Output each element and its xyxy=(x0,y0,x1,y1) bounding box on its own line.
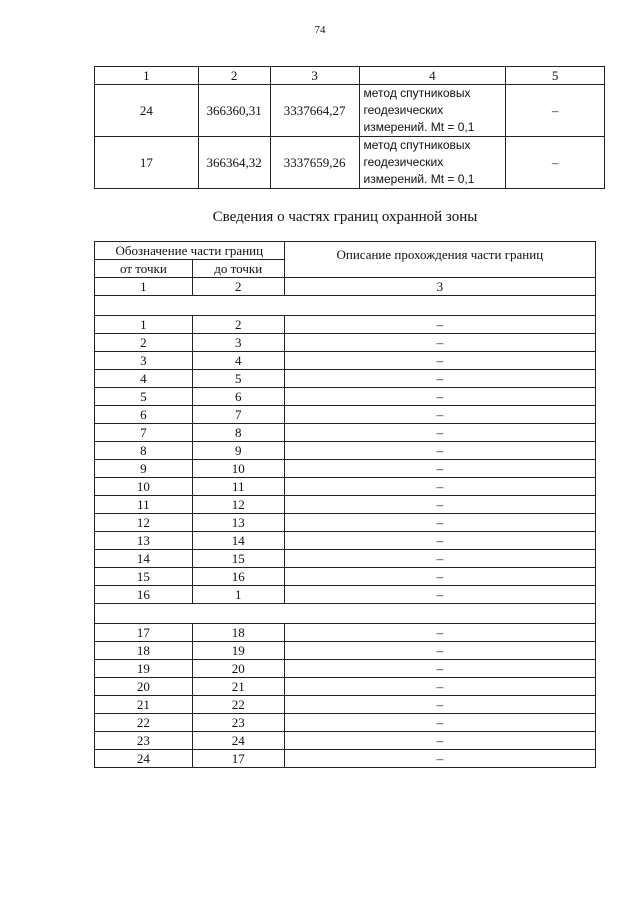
from-point: 10 xyxy=(95,478,193,496)
table-row xyxy=(95,642,596,660)
to-point: 11 xyxy=(192,478,284,496)
from-point: 2 xyxy=(95,334,193,352)
coordinate-x: 366360,31 xyxy=(198,85,270,137)
point-number: 17 xyxy=(95,137,199,189)
section-title: Сведения о частях границ охранной зоны xyxy=(212,209,478,225)
description: – xyxy=(284,388,595,406)
group-separator-row xyxy=(95,604,596,624)
description: – xyxy=(284,624,595,642)
to-point: 1 xyxy=(192,586,284,604)
table-row xyxy=(95,568,596,586)
group-separator-cell xyxy=(95,296,596,316)
method-line: измерений. Mt = 0,1 xyxy=(363,172,475,186)
column-number: 1 xyxy=(95,278,193,296)
to-point: 22 xyxy=(192,696,284,714)
from-point: 4 xyxy=(95,370,193,388)
from-point: 18 xyxy=(95,642,193,660)
table-row xyxy=(95,334,596,352)
table-row xyxy=(95,316,596,334)
to-point: 3 xyxy=(192,334,284,352)
table-row xyxy=(95,460,596,478)
method-description xyxy=(359,85,506,137)
column-number: 1 xyxy=(95,67,199,85)
table-row xyxy=(95,514,596,532)
from-point: 17 xyxy=(95,624,193,642)
description: – xyxy=(284,678,595,696)
from-point: 9 xyxy=(95,460,193,478)
description: – xyxy=(284,642,595,660)
column-5-value: – xyxy=(506,137,605,189)
to-point: 9 xyxy=(192,442,284,460)
from-point: 7 xyxy=(95,424,193,442)
description: – xyxy=(284,424,595,442)
table-row xyxy=(95,424,596,442)
from-point: 19 xyxy=(95,660,193,678)
to-point: 4 xyxy=(192,352,284,370)
description: – xyxy=(284,732,595,750)
from-point: 24 xyxy=(95,750,193,768)
method-line: метод спутниковых xyxy=(363,138,471,152)
header-to-point: до точки xyxy=(192,260,284,278)
table-row xyxy=(95,550,596,568)
column-number: 2 xyxy=(198,67,270,85)
from-point: 22 xyxy=(95,714,193,732)
description: – xyxy=(284,568,595,586)
coordinates-header-row xyxy=(95,67,605,85)
header-from-point: от точки xyxy=(95,260,193,278)
description: – xyxy=(284,442,595,460)
point-number: 24 xyxy=(95,85,199,137)
from-point: 23 xyxy=(95,732,193,750)
from-point: 20 xyxy=(95,678,193,696)
page-number: 74 xyxy=(314,24,326,36)
from-point: 3 xyxy=(95,352,193,370)
header-description: Описание прохождения части границ xyxy=(284,242,595,278)
description: – xyxy=(284,460,595,478)
table-row xyxy=(95,660,596,678)
from-point: 14 xyxy=(95,550,193,568)
description: – xyxy=(284,370,595,388)
to-point: 6 xyxy=(192,388,284,406)
group-separator-row xyxy=(95,296,596,316)
description: – xyxy=(284,714,595,732)
to-point: 12 xyxy=(192,496,284,514)
table-row xyxy=(95,137,605,189)
table-row xyxy=(95,370,596,388)
boundary-parts-table xyxy=(94,241,596,768)
method-line: метод спутниковых xyxy=(363,86,471,100)
description: – xyxy=(284,316,595,334)
to-point: 20 xyxy=(192,660,284,678)
boundary-parts-body xyxy=(95,296,596,768)
coordinates-table xyxy=(94,66,605,189)
description: – xyxy=(284,532,595,550)
table-row xyxy=(95,714,596,732)
column-5-value: – xyxy=(506,85,605,137)
group-separator-cell xyxy=(95,604,596,624)
from-point: 1 xyxy=(95,316,193,334)
column-number: 5 xyxy=(506,67,605,85)
table-row xyxy=(95,85,605,137)
table-row xyxy=(95,496,596,514)
to-point: 13 xyxy=(192,514,284,532)
description: – xyxy=(284,750,595,768)
description: – xyxy=(284,406,595,424)
table-row xyxy=(95,388,596,406)
table-row xyxy=(95,532,596,550)
from-point: 12 xyxy=(95,514,193,532)
table-row xyxy=(95,696,596,714)
table-row xyxy=(95,352,596,370)
to-point: 18 xyxy=(192,624,284,642)
column-number: 3 xyxy=(270,67,359,85)
table-row xyxy=(95,478,596,496)
to-point: 5 xyxy=(192,370,284,388)
table-row xyxy=(95,732,596,750)
to-point: 14 xyxy=(192,532,284,550)
coordinate-x: 366364,32 xyxy=(198,137,270,189)
from-point: 11 xyxy=(95,496,193,514)
method-description xyxy=(359,137,506,189)
column-number: 3 xyxy=(284,278,595,296)
from-point: 16 xyxy=(95,586,193,604)
description: – xyxy=(284,696,595,714)
to-point: 2 xyxy=(192,316,284,334)
method-line: геодезических xyxy=(363,155,444,169)
description: – xyxy=(284,334,595,352)
description: – xyxy=(284,660,595,678)
description: – xyxy=(284,586,595,604)
from-point: 8 xyxy=(95,442,193,460)
to-point: 7 xyxy=(192,406,284,424)
to-point: 16 xyxy=(192,568,284,586)
method-line: геодезических xyxy=(363,103,444,117)
description: – xyxy=(284,352,595,370)
description: – xyxy=(284,496,595,514)
coordinate-y: 3337659,26 xyxy=(270,137,359,189)
from-point: 5 xyxy=(95,388,193,406)
method-line: измерений. Mt = 0,1 xyxy=(363,120,475,134)
table-row xyxy=(95,442,596,460)
header-boundary-part: Обозначение части границ xyxy=(95,242,285,260)
description: – xyxy=(284,514,595,532)
header-row xyxy=(95,242,596,260)
to-point: 17 xyxy=(192,750,284,768)
column-number-row xyxy=(95,278,596,296)
description: – xyxy=(284,478,595,496)
column-number: 4 xyxy=(359,67,506,85)
from-point: 15 xyxy=(95,568,193,586)
to-point: 19 xyxy=(192,642,284,660)
table-row xyxy=(95,624,596,642)
table-row xyxy=(95,678,596,696)
from-point: 6 xyxy=(95,406,193,424)
to-point: 8 xyxy=(192,424,284,442)
from-point: 13 xyxy=(95,532,193,550)
to-point: 21 xyxy=(192,678,284,696)
to-point: 15 xyxy=(192,550,284,568)
table-row xyxy=(95,750,596,768)
to-point: 23 xyxy=(192,714,284,732)
coordinate-y: 3337664,27 xyxy=(270,85,359,137)
to-point: 24 xyxy=(192,732,284,750)
to-point: 10 xyxy=(192,460,284,478)
column-number: 2 xyxy=(192,278,284,296)
description: – xyxy=(284,550,595,568)
table-row xyxy=(95,586,596,604)
from-point: 21 xyxy=(95,696,193,714)
table-row xyxy=(95,406,596,424)
